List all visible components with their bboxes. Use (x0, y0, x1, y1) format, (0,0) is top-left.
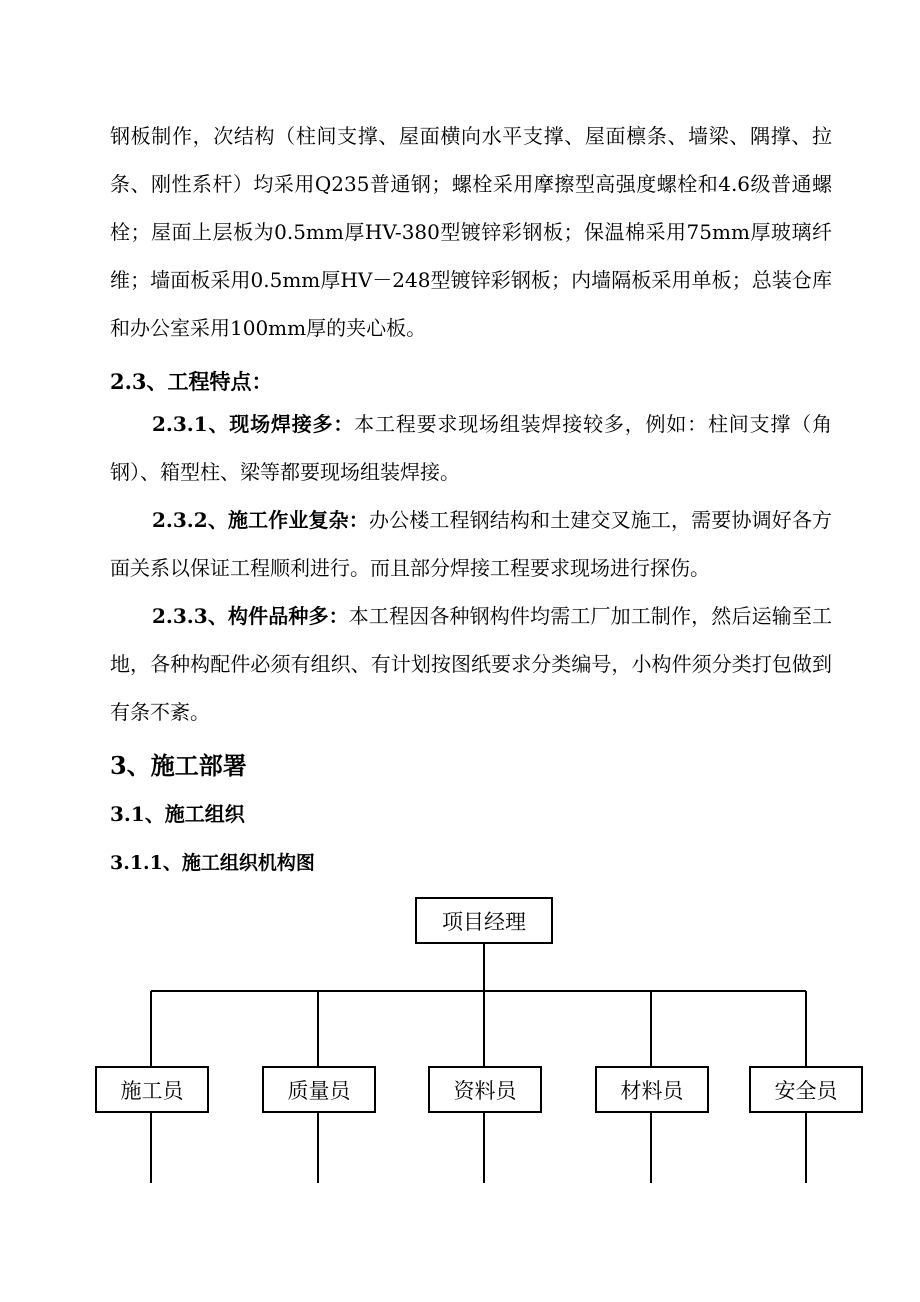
section-3-heading: 3、施工部署 (110, 751, 247, 780)
section-2-3-1-label: 2.3.1、现场焊接多： (152, 412, 355, 436)
section-2-3-2-text: 办公楼工程钢结构和土建交叉施工，需要协调好各方面关系以保证工程顺利进行。而且部分焊接工程要求现场进行探伤。 (110, 508, 832, 580)
org-box-child-5: 安全员 (749, 1066, 863, 1113)
org-box-child-4: 材料员 (595, 1066, 709, 1113)
section-2-3-3-text: 本工程因各种钢构件均需工厂加工制作，然后运输至工地，各种构配件必须有组织、有计划按图纸要求分类编号，小构件须分类打包做到有条不紊。 (110, 604, 832, 724)
intro-paragraph: 钢板制作，次结构（柱间支撑、屋面横向水平支撑、屋面檩条、墙梁、隅撑、拉条、刚性系杆）均采用Q235普通钢；螺栓采用摩擦型高强度螺栓和4.6级普通螺栓；屋面上层板为0.5mm厚HV-380型镀锌彩钢板；保温棉采用75mm厚玻璃纤维；墙面板采用0.5mm厚HV－248型镀锌彩钢板；内墙隔板采用单板；总装仓库和办公室采用100mm厚的夹心板。 (110, 124, 832, 340)
section-2-3-2-label: 2.3.2、施工作业复杂： (152, 508, 369, 532)
org-box-root: 项目经理 (415, 897, 553, 944)
section-2-3-1-text: 本工程要求现场组装焊接较多，例如：柱间支撑（角钢）、箱型柱、梁等都要现场组装焊接。 (110, 412, 833, 484)
org-box-child-3: 资料员 (428, 1066, 542, 1113)
section-3-1-1-heading: 3.1.1、施工组织机构图 (110, 852, 315, 874)
org-box-child-2: 质量员 (262, 1066, 376, 1113)
section-2-3-heading: 2.3、工程特点： (110, 369, 273, 394)
org-box-child-1: 施工员 (95, 1066, 209, 1113)
section-2-3-3-label: 2.3.3、构件品种多： (152, 604, 349, 628)
section-3-1-heading: 3.1、施工组织 (110, 802, 245, 826)
